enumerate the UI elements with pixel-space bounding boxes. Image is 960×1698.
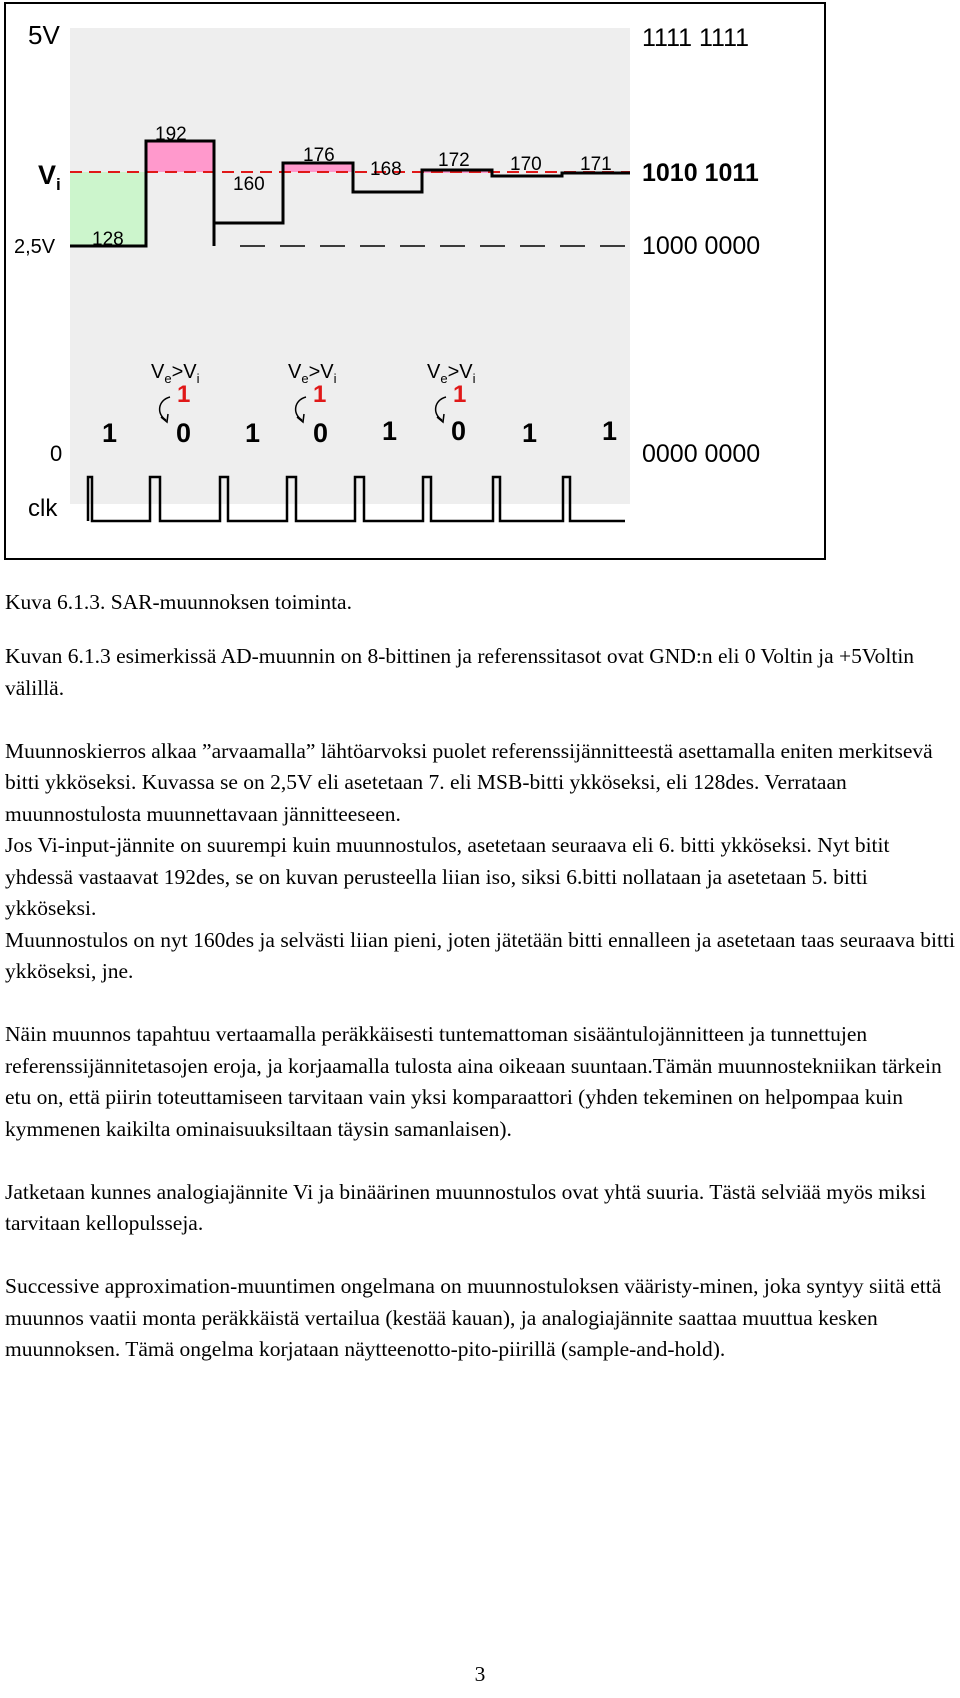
paragraph: Muunnoskierros alkaa ”arvaamalla” lähtöarvoksi puolet referenssijännitteestä asettamalla eniten merkitsevä bitti ykköseksi. Kuvassa se on 2,5V eli asetetaan 7. eli MSB-bitti ykköseksi, eli 128des. Verrataan muunnostulosta muunnettavaan jännitteeseen. Jos Vi-input-jännite on suurempi kuin muunnostulos, asetetaan seuraava eli 6. bitti ykköseksi. Nyt bitit yhdessä vastaavat 192des, se on kuvan perusteella liian iso, siksi 6.bitti nollataan ja asetetaan 5. bitti ykköseksi. Muunnostulos on nyt 160des ja selvästi liian pieni, joten jätetään bitti ennalleen ja asetetaan taas seuraava bitti ykköseksi, jne.	[5, 738, 955, 983]
step-value: 128	[92, 229, 124, 250]
label-vi: $V_i$	[38, 160, 61, 194]
step-value: 168	[370, 159, 402, 180]
paragraph: Jatketaan kunnes analogiajännite Vi ja binäärinen muunnostulos ovat yhtä suuria. Tästä selviää myös miksi tarvitaan kellopulsseja.	[5, 1179, 927, 1235]
svg-text:1: 1	[177, 381, 191, 408]
page-number: 3	[474, 1662, 486, 1686]
bit-value: 1	[102, 418, 118, 448]
label-zero: 0	[50, 441, 63, 466]
bit-value: 1	[522, 418, 538, 448]
bit-value: 0	[451, 416, 467, 446]
bit-value: 1	[602, 416, 618, 446]
svg-text:Ve>Vi: $V_e>V_i$	[427, 361, 476, 386]
bit-value: 1	[382, 416, 398, 446]
label-5v: 5V	[28, 20, 60, 50]
step-value: 192	[155, 124, 187, 145]
plot-panel	[70, 28, 630, 504]
bit-value: 0	[176, 418, 192, 448]
svg-text:1: 1	[313, 381, 327, 408]
step-value: 172	[438, 150, 470, 171]
sar-conversion-figure	[0, 0, 960, 565]
paragraph: Successive approximation-muuntimen ongelmana on muunnostuloksen vääristy-minen, joka syntyy siitä että muunnos vaatii monta peräkkäistä vertailua (kestää kauan), ja analogiajännite saattaa muuttua kesken muunnoksen. Tämä ongelma korjataan näytteenotto-pito-piirillä (sample-and-hold).	[5, 1274, 942, 1361]
step-value: 176	[303, 145, 335, 166]
binary-half: 1000 0000	[642, 232, 761, 260]
body-text	[5, 641, 955, 1397]
paragraph: Näin muunnos tapahtuu vertaamalla peräkkäisesti tuntemattoman sisääntulojännitteen ja tunnettujen referenssijännitetasojen eroja, ja korjaamalla tulosta aina oikeaan suuntaan.Tämän muunnostekniikan tärkein etu on, että piirin toteuttamiseen tarvitaan vain yksi komparaattori (yhden tekeminen on helpompaa kuin kymmenen kaikilta ominaisuuksiltaan täysin samanlaisen).	[5, 1022, 942, 1141]
svg-text:Ve>Vi: $V_e>V_i$	[288, 361, 337, 386]
step-value: 170	[510, 154, 542, 175]
binary-max: 1111 1111	[642, 24, 750, 52]
step-value: 171	[580, 154, 612, 175]
svg-text:Ve>Vi: $V_e>V_i$	[151, 361, 200, 386]
figure-caption: Kuva 6.1.3. SAR-muunnoksen toiminta.	[5, 590, 352, 614]
bit-value: 0	[313, 418, 329, 448]
svg-text:1: 1	[453, 381, 467, 408]
binary-zero: 0000 0000	[642, 440, 761, 468]
paragraph: Kuvan 6.1.3 esimerkissä AD-muunnin on 8-bittinen ja referenssitasot ovat GND:n eli 0 Voltin ja +5Voltin välillä.	[5, 644, 915, 700]
overshoot-192	[146, 141, 214, 172]
binary-result: 1010 1011	[642, 159, 759, 187]
label-clk: clk	[28, 495, 58, 522]
label-2-5v: 2,5V	[14, 236, 56, 258]
step-value: 160	[233, 174, 265, 195]
bit-value: 1	[245, 418, 261, 448]
